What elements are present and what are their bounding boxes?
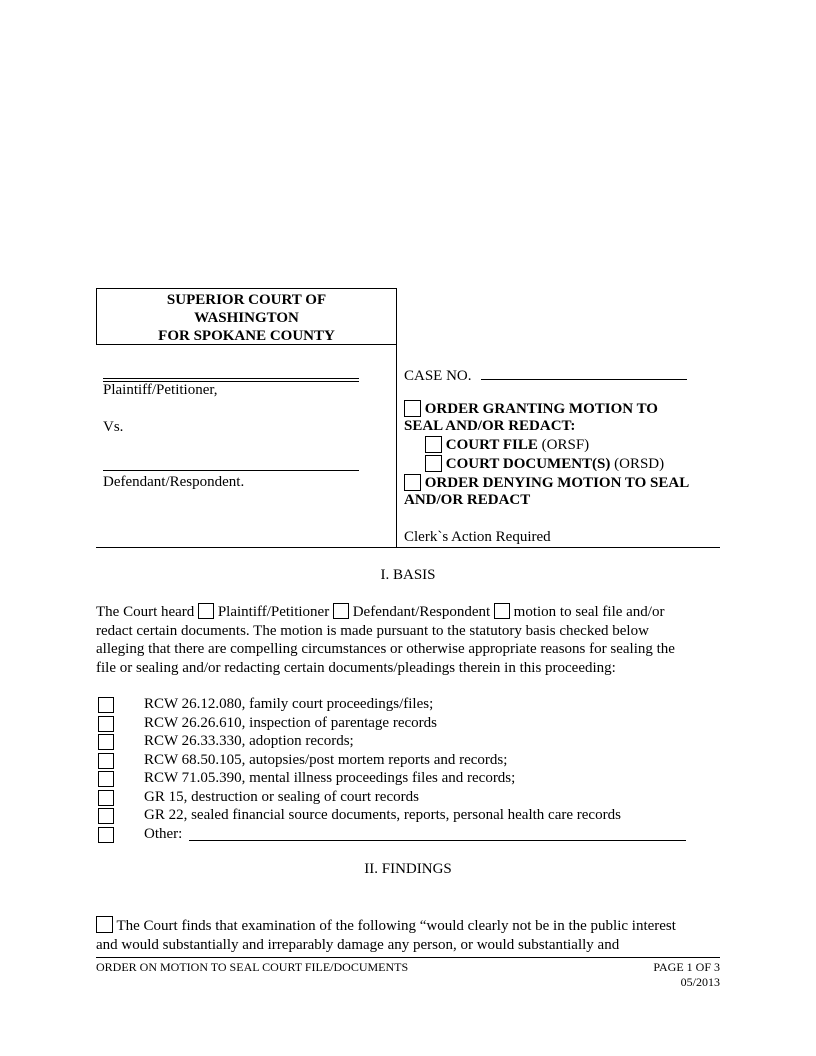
order-denying-checkbox[interactable] [404, 474, 421, 491]
basis-intro-prefix: The Court heard [96, 604, 195, 620]
statute-label: GR 15, destruction or sealing of court records [144, 788, 419, 805]
findings-line-1 [96, 916, 720, 936]
basis-heading: I. BASIS [380, 567, 436, 583]
statute-checkbox[interactable] [98, 734, 114, 750]
caption-divider-vertical [396, 345, 397, 548]
plaintiff-label: Plaintiff/Petitioner, [103, 382, 218, 398]
case-no-field[interactable] [481, 364, 687, 380]
statute-label: RCW 26.26.610, inspection of parentage records [144, 714, 437, 731]
court-name-line-1: SUPERIOR COURT OF [166, 292, 327, 308]
statute-label: GR 22, sealed financial source documents, reports, personal health care records [144, 807, 621, 823]
court-documents-checkbox[interactable] [425, 455, 442, 472]
court-name-box [96, 288, 397, 345]
statute-checkbox[interactable] [98, 790, 114, 806]
statute-label: RCW 26.12.080, family court proceedings/files; [144, 696, 434, 712]
plaintiff-movant-label: Plaintiff/Petitioner [217, 604, 330, 620]
findings-checkbox[interactable] [96, 916, 113, 933]
statute-checkbox[interactable] [98, 771, 114, 787]
order-granting-label-2: SEAL AND/OR REDACT: [404, 418, 576, 434]
findings-heading: II. FINDINGS [364, 861, 452, 877]
order-denying-label-2: AND/OR REDACT [404, 492, 531, 508]
defendant-name-line[interactable] [103, 470, 359, 471]
defendant-label: Defendant/Respondent. [103, 474, 245, 490]
court-file-code: (ORSF) [541, 437, 590, 453]
basis-intro-line-4: file or sealing and/or redacting certain documents/pleadings therein in this proceeding: [96, 659, 616, 676]
footer-revision-date: 05/2013 [680, 975, 720, 989]
findings-paragraph [96, 916, 720, 954]
court-file-checkbox[interactable] [425, 436, 442, 453]
basis-intro-line-3: alleging that there are compelling circumstances or otherwise appropriate reasons for sealing the [96, 641, 675, 657]
statute-label: RCW 68.50.105, autopsies/post mortem reports and records; [144, 751, 508, 768]
statute-checkbox[interactable] [98, 716, 114, 732]
findings-line-2: and would substantially and irreparably damage any person, or would substantially and [96, 936, 620, 953]
court-documents-label: COURT DOCUMENT(S) [445, 456, 611, 472]
statute-label: RCW 26.33.330, adoption records; [144, 733, 354, 749]
statute-checkbox[interactable] [98, 753, 114, 769]
basis-paragraph [96, 603, 720, 677]
order-denying-label: ORDER DENYING MOTION TO SEAL [424, 475, 690, 491]
case-no-label: CASE NO. [404, 368, 472, 384]
case-number [404, 364, 687, 385]
court-name-line-3: FOR SPOKANE COUNTY [158, 328, 335, 344]
clerk-action-note: Clerkˋs Action Required [404, 529, 551, 545]
basis-intro-line-1 [96, 603, 720, 622]
statute-checkbox[interactable] [98, 808, 114, 824]
plaintiff-name-line[interactable] [103, 378, 359, 379]
statute-label: RCW 71.05.390, mental illness proceedings files and records; [144, 770, 516, 786]
other-movant-checkbox[interactable] [494, 603, 510, 619]
order-granting-checkbox[interactable] [404, 400, 421, 417]
footer-rule [96, 957, 720, 958]
basis-intro-suffix: motion to seal file and/or [513, 604, 665, 620]
basis-intro-line-2: redact certain documents. The motion is made pursuant to the statutory basis checked below [96, 622, 649, 639]
court-documents-code: (ORSD) [614, 456, 665, 472]
order-granting-label: ORDER GRANTING MOTION TO [424, 401, 658, 417]
order-denying-option [404, 474, 689, 492]
statute-other-label: Other: [144, 825, 183, 842]
court-name-line-2: WASHINGTON [194, 310, 299, 326]
court-file-option [425, 436, 589, 454]
plaintiff-movant-checkbox[interactable] [198, 603, 214, 619]
order-granting-option [404, 400, 658, 418]
footer-title: ORDER ON MOTION TO SEAL COURT FILE/DOCUMENTS [96, 960, 409, 974]
caption-bottom-rule [96, 547, 720, 548]
statute-other-checkbox[interactable] [98, 827, 114, 843]
footer-page-number: PAGE 1 OF 3 [653, 960, 720, 974]
findings-line-1-text: The Court finds that examination of the following “would clearly not be in the public interest [116, 918, 676, 934]
defendant-movant-label: Defendant/Respondent [352, 604, 491, 620]
statute-checkbox[interactable] [98, 697, 114, 713]
statute-other-field[interactable] [189, 840, 686, 841]
defendant-movant-checkbox[interactable] [333, 603, 349, 619]
court-documents-option [425, 455, 664, 473]
court-file-label: COURT FILE [445, 437, 538, 453]
vs-label: Vs. [103, 419, 124, 435]
